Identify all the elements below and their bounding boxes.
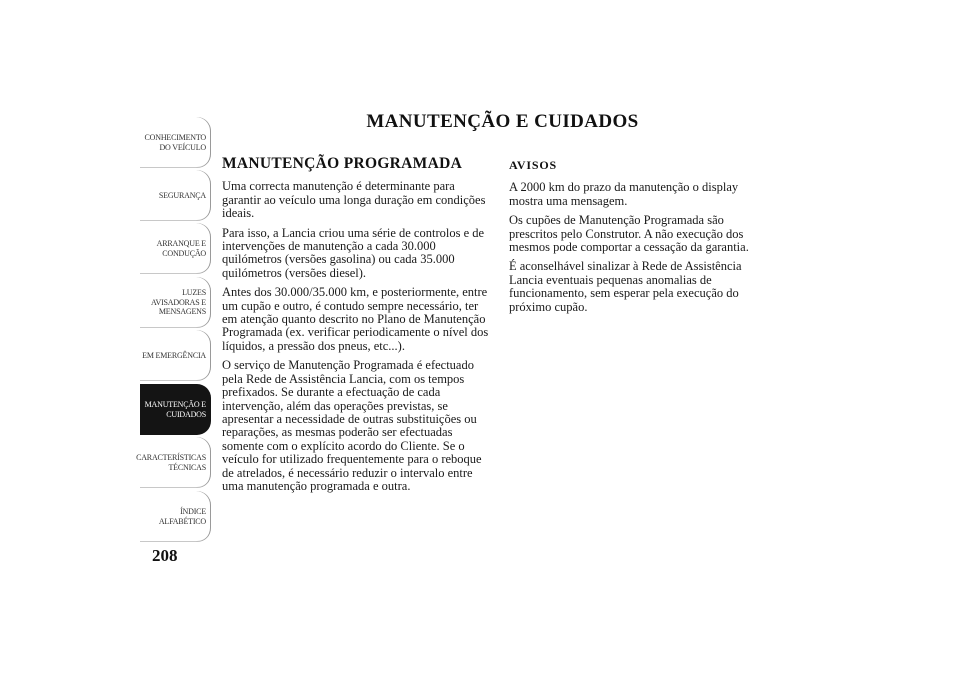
tab-label-line: MENSAGENS	[158, 307, 206, 317]
paragraph: A 2000 km do prazo da manutenção o display mostra uma mensagem.	[509, 180, 739, 208]
tab-label-line: TÉCNICAS	[168, 462, 206, 472]
chapter-tab-arranque[interactable]	[140, 223, 211, 274]
paragraph: Uma correcta manutenção é determinante para garantir ao veículo uma longa duração em condições ideais.	[222, 179, 486, 221]
tab-label-line: CUIDADOS	[166, 409, 206, 419]
paragraph: O serviço de Manutenção Programada é efectuado pela Rede de Assistência Lancia, com os tempos prefixados. Se durante a efectuação de cada intervenção, além das operações previstas, se apresentar a necessidade de outras substituições ou reparações, as mesmas poderão ser efectuadas somente com o explícito acordo do Cliente. Se o veículo for utilizado frequentemente para o reboque de atrelados, é necessário reduzir o intervalo entre uma manutenção programada e outra.	[222, 358, 482, 493]
tab-label-line: SEGURANÇA	[158, 190, 206, 200]
chapter-tab-indice[interactable]	[140, 491, 211, 542]
tab-label-line: ALFABÉTICO	[158, 516, 206, 526]
page-number: 208	[152, 546, 178, 565]
tab-label-line: CONHECIMENTO	[144, 133, 206, 142]
tab-label-line: AVISADORAS E	[150, 297, 206, 307]
tab-label-line: ÍNDICE	[180, 507, 206, 516]
tab-label-line: LUZES	[182, 288, 206, 298]
section-heading: MANUTENÇÃO PROGRAMADA	[222, 155, 463, 172]
page-title: MANUTENÇÃO E CUIDADOS	[366, 111, 639, 132]
paragraph: Antes dos 30.000/35.000 km, e posteriormente, entre um cupão e outro, é contudo sempre necessário, ter em atenção quanto descrito no Plano de Manutenção Programada (ex. verificar periodicamente o nível dos líquidos, a pressão dos pneus, etc...).	[222, 285, 489, 353]
chapter-tab-manutencao[interactable]	[140, 384, 211, 435]
paragraph: Os cupões de Manutenção Programada são prescritos pelo Construtor. A não execução dos mesmos pode comportar a cessação da garantia.	[509, 213, 749, 255]
tab-label-line: ARRANQUE E	[156, 239, 206, 248]
tab-label-line: CARACTERÍSTICAS	[136, 453, 206, 462]
paragraph: Para isso, a Lancia criou uma série de controlos e de intervenções de manutenção a cada 30.000 quilómetros (versões gasolina) ou cada 35.000 quilómetros (versões diesel).	[222, 225, 485, 280]
chapter-tab-conhecimento[interactable]	[140, 117, 211, 168]
chapter-sidebar	[136, 117, 211, 545]
tab-label-line: EM EMERGÊNCIA	[142, 350, 206, 360]
chapter-tab-emergencia[interactable]	[140, 330, 211, 381]
chapter-tab-luzes[interactable]	[140, 277, 211, 328]
right-column	[509, 159, 774, 320]
paragraph: É aconselhável sinalizar à Rede de Assistência Lancia eventuais pequenas anomalias de funcionamento, sem esperar pela execução do próximo cupão.	[509, 259, 742, 314]
chapter-tab-seguranca[interactable]	[140, 170, 211, 221]
chapter-tab-caracteristicas[interactable]	[136, 437, 211, 488]
tab-label-line: MANUTENÇÃO E	[144, 400, 206, 409]
warnings-heading: AVISOS	[509, 158, 557, 172]
left-column	[222, 157, 492, 499]
tab-label-line: CONDUÇÃO	[162, 248, 206, 258]
tab-label-line: DO VEÍCULO	[159, 142, 206, 152]
